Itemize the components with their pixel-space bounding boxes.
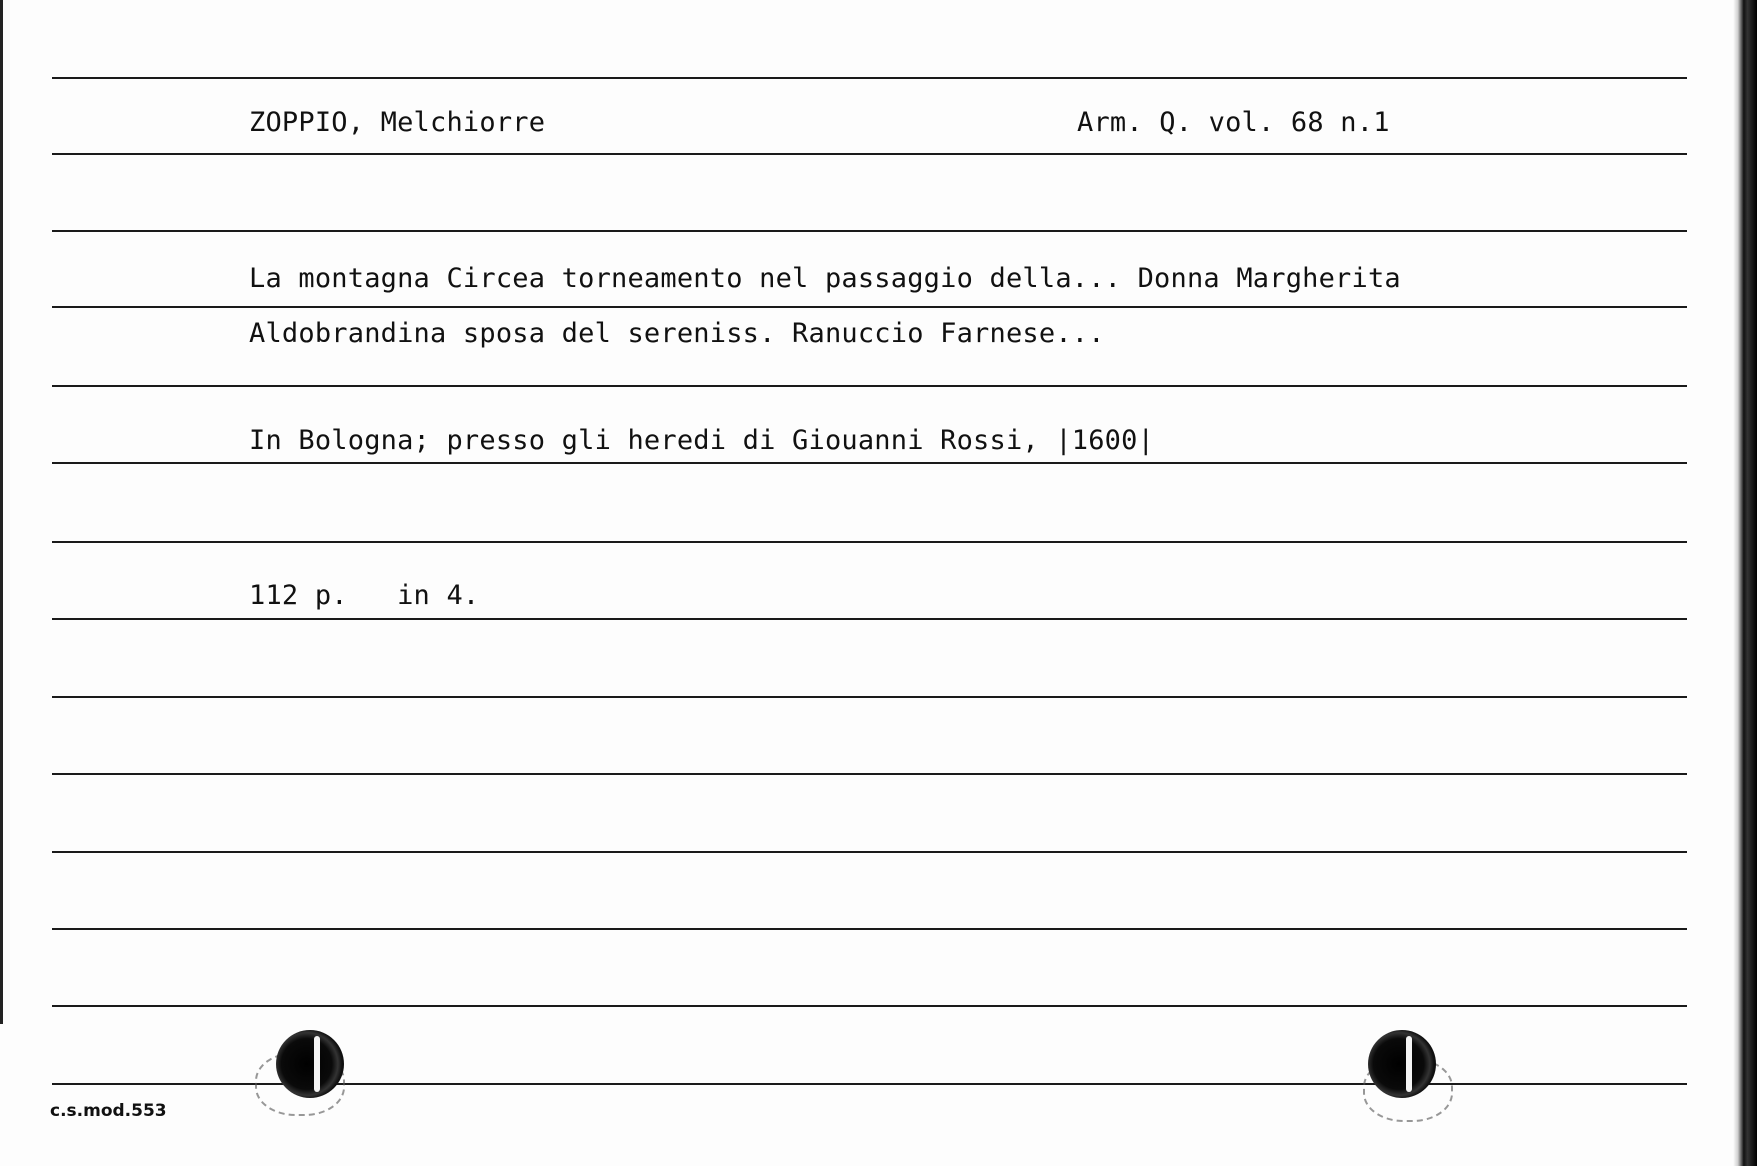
ruled-line: [52, 462, 1687, 464]
ruled-line: [52, 385, 1687, 387]
ruled-line: [52, 306, 1687, 308]
title-line-1: La montagna Circea torneamento nel passaggio della... Donna Margherita: [249, 263, 1401, 294]
collation: 112 p. in 4.: [249, 580, 480, 611]
title-line-2: Aldobrandina sposa del sereniss. Ranuccio Farnese...: [249, 318, 1105, 349]
card-right-edge: [1733, 0, 1757, 1166]
ruled-line: [52, 773, 1687, 775]
shelfmark: Arm. Q. vol. 68 n.1: [1077, 107, 1390, 138]
ruled-line: [52, 618, 1687, 620]
ruled-line: [52, 230, 1687, 232]
author-heading: ZOPPIO, Melchiorre: [249, 107, 546, 138]
card-left-edge: [0, 0, 3, 1024]
punch-hole-right: [1368, 1030, 1436, 1098]
ruled-line: [52, 851, 1687, 853]
ruled-line: [52, 541, 1687, 543]
ruled-line: [52, 77, 1687, 79]
punch-hole-left: [276, 1030, 344, 1098]
ruled-line: [52, 1005, 1687, 1007]
form-code: c.s.mod.553: [50, 1101, 167, 1121]
ruled-line: [52, 153, 1687, 155]
imprint: In Bologna; presso gli heredi di Giouanni Rossi, |1600|: [249, 425, 1155, 456]
ruled-line: [52, 928, 1687, 930]
ruled-line: [52, 696, 1687, 698]
